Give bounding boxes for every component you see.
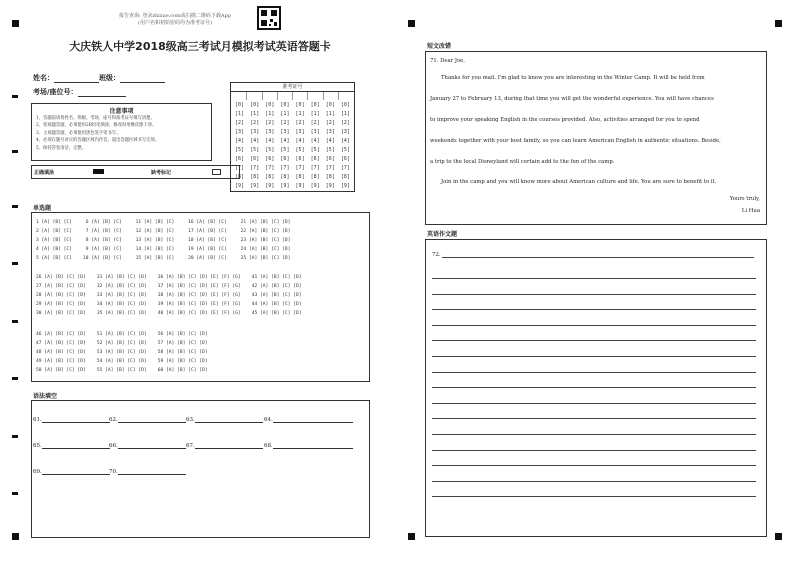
- qr-code-icon: [257, 6, 281, 30]
- exam-id-bubble[interactable]: [2]: [235, 120, 245, 126]
- letter-line[interactable]: January 27 to February 13, during that time you will get the wonderful experience. You will have chances: [430, 96, 714, 102]
- exam-id-bubble[interactable]: [7]: [295, 165, 305, 171]
- timing-mark: [12, 320, 18, 323]
- essay-line[interactable]: [432, 387, 756, 388]
- timing-mark: [12, 95, 18, 98]
- essay-line[interactable]: [432, 496, 756, 497]
- exam-id-bubble[interactable]: [2]: [265, 120, 275, 126]
- exam-id-column[interactable]: [308, 101, 323, 191]
- exam-id-bubble[interactable]: [8]: [340, 174, 350, 180]
- mcq-row[interactable]: 27 [A] [B] [C] [D] 32 [A] [B] [C] [D] 37 [A] [B] [C] [D] [E] [F] [G] 42 [A] [B] [C] [D]: [36, 284, 302, 289]
- timing-mark: [12, 205, 18, 208]
- exam-id-bubble[interactable]: [7]: [280, 165, 290, 171]
- grammar-blank-66[interactable]: 66.: [109, 443, 186, 449]
- mcq-row[interactable]: 50 [A] [B] [C] [D] 55 [A] [B] [C] [D] 60 [A] [B] [C] [D]: [36, 368, 208, 373]
- timing-mark: [12, 150, 18, 153]
- exam-id-bubble[interactable]: [1]: [295, 111, 305, 117]
- student-name-field[interactable]: [33, 73, 165, 83]
- missing-exam-label: 缺考标记: [151, 170, 172, 176]
- exam-id-bubble[interactable]: [8]: [325, 174, 335, 180]
- exam-id-column[interactable]: [232, 101, 247, 191]
- grammar-blank-64[interactable]: 64.: [264, 417, 353, 423]
- exam-id-bubble[interactable]: [5]: [265, 147, 275, 153]
- exam-id-bubble[interactable]: [3]: [295, 129, 305, 135]
- exam-id-bubble[interactable]: [4]: [310, 138, 320, 144]
- exam-id-bubble[interactable]: [0]: [325, 102, 335, 108]
- note-item: 3、主观题答题，必须使用黑色签字笔书写。: [36, 130, 121, 136]
- exam-id-entry-row[interactable]: [232, 92, 353, 100]
- exam-id-bubble[interactable]: [8]: [280, 174, 290, 180]
- exam-id-bubble[interactable]: [8]: [310, 174, 320, 180]
- letter-line[interactable]: Join in the camp and you will know more about American culture and life. You are sure to benefit to it.: [441, 179, 717, 185]
- exam-id-bubble[interactable]: [2]: [340, 120, 350, 126]
- exam-id-bubble[interactable]: [5]: [310, 147, 320, 153]
- exam-id-bubble[interactable]: [1]: [265, 111, 275, 117]
- essay-section-title: 英语作文题: [427, 231, 458, 238]
- exam-id-column[interactable]: [277, 101, 292, 191]
- header-note-1: 报告查询: 登录zhixue.com或扫描二维码下载App: [119, 13, 231, 19]
- letter-line[interactable]: weekends together with your host family, so you can learn American English in authentic situations. Beside,: [430, 138, 721, 144]
- notes-title: 注意事项: [109, 108, 134, 115]
- mcq-row[interactable]: 3 [A] [B] [C] 8 [A] [B] [C] 13 [A] [B] [C] 18 [A] [B] [C] 23 [A] [B] [C] [D]: [36, 238, 291, 243]
- note-item: 5、保持答卷清洁、完整。: [36, 145, 86, 151]
- exam-id-bubble[interactable]: [0]: [295, 102, 305, 108]
- exam-id-bubble[interactable]: [3]: [310, 129, 320, 135]
- letter-line[interactable]: a trip to the local Disneyland will certain add to the fun of the camp.: [430, 159, 615, 165]
- grammar-blank-61[interactable]: 61.: [33, 417, 110, 423]
- timing-mark: [12, 377, 18, 380]
- letter-greeting: 71. Dear Joe,: [430, 58, 465, 64]
- letter-line[interactable]: Thanks for you mail. I'm glad to know you are interesting in the Winter Camp. It will be held from: [441, 75, 705, 81]
- exam-id-bubble[interactable]: [5]: [295, 147, 305, 153]
- exam-id-bubble[interactable]: [0]: [310, 102, 320, 108]
- exam-id-bubble[interactable]: [5]: [235, 147, 245, 153]
- essay-line[interactable]: [432, 481, 756, 482]
- grammar-blank-67[interactable]: 67.: [186, 443, 263, 449]
- grammar-section-title: 语法填空: [33, 393, 58, 400]
- essay-line[interactable]: [432, 418, 756, 419]
- exam-id-bubble[interactable]: [6]: [325, 156, 335, 162]
- corner-mark-bottom-left: [12, 533, 19, 540]
- exam-id-bubble[interactable]: [1]: [235, 111, 245, 117]
- exam-id-bubble[interactable]: [4]: [265, 138, 275, 144]
- mcq-row[interactable]: 26 [A] [B] [C] [D] 31 [A] [B] [C] [D] 36 [A] [B] [C] [D] [E] [F] [G] 41 [A] [B] [C] [D]: [36, 275, 302, 280]
- timing-mark: [12, 435, 18, 438]
- essay-line[interactable]: [432, 340, 756, 341]
- class-label: 班级：: [99, 74, 120, 82]
- mcq-row[interactable]: 28 [A] [B] [C] [D] 33 [A] [B] [C] [D] 38 [A] [B] [C] [D] [E] [F] [G] 43 [A] [B] [C] [D]: [36, 293, 302, 298]
- exam-id-bubble[interactable]: [0]: [235, 102, 245, 108]
- mcq-section-title: 单选题: [33, 205, 52, 212]
- essay-line[interactable]: [432, 325, 756, 326]
- exam-id-bubble-grid[interactable]: [232, 101, 353, 191]
- exam-id-bubble[interactable]: [4]: [325, 138, 335, 144]
- exam-id-bubble[interactable]: [1]: [280, 111, 290, 117]
- mcq-row[interactable]: 47 [A] [B] [C] [D] 52 [A] [B] [C] [D] 57 [A] [B] [C] [D]: [36, 341, 208, 346]
- exam-id-bubble[interactable]: [1]: [250, 111, 260, 117]
- page-title: 大庆铁人中学2018级高三考试月模拟考试英语答题卡: [69, 40, 331, 53]
- exam-id-bubble[interactable]: [3]: [280, 129, 290, 135]
- exam-id-bubble[interactable]: [2]: [250, 120, 260, 126]
- exam-id-bubble[interactable]: [3]: [250, 129, 260, 135]
- exam-id-bubble[interactable]: [6]: [265, 156, 275, 162]
- grammar-blank-63[interactable]: 63.: [186, 417, 263, 423]
- exam-id-bubble[interactable]: [0]: [340, 102, 350, 108]
- exam-id-bubble[interactable]: [4]: [250, 138, 260, 144]
- exam-id-bubble[interactable]: [4]: [235, 138, 245, 144]
- exam-id-bubble[interactable]: [6]: [250, 156, 260, 162]
- exam-id-bubble[interactable]: [8]: [265, 174, 275, 180]
- exam-id-bubble[interactable]: [9]: [295, 183, 305, 189]
- corner-mark-mid-bottom: [408, 533, 415, 540]
- exam-id-bubble[interactable]: [4]: [280, 138, 290, 144]
- exam-id-bubble[interactable]: [6]: [295, 156, 305, 162]
- note-item: 2、客观题答题，必须使用2B铅笔填涂，修改时用橡皮擦干净。: [36, 123, 157, 129]
- mcq-row[interactable]: 30 [A] [B] [C] [D] 35 [A] [B] [C] [D] 40 [A] [B] [C] [D] [E] [F] [G] 45 [A] [B] [C] [D]: [36, 311, 302, 316]
- timing-mark: [12, 262, 18, 265]
- exam-id-bubble[interactable]: [5]: [340, 147, 350, 153]
- exam-id-bubble[interactable]: [8]: [295, 174, 305, 180]
- exam-id-bubble[interactable]: [9]: [325, 183, 335, 189]
- exam-id-column[interactable]: [323, 101, 338, 191]
- corner-mark-bottom-right: [775, 533, 782, 540]
- exam-id-bubble[interactable]: [6]: [235, 156, 245, 162]
- exam-id-bubble[interactable]: [9]: [235, 183, 245, 189]
- grammar-blank-70[interactable]: 70.: [109, 469, 186, 475]
- header-note-2: (用户名和初始密码均为准考证号): [138, 20, 212, 26]
- exam-id-bubble[interactable]: [3]: [235, 129, 245, 135]
- exam-id-column[interactable]: [338, 101, 353, 191]
- correct-fill-sample: [93, 169, 104, 174]
- timing-mark: [12, 492, 18, 495]
- mcq-row[interactable]: 49 [A] [B] [C] [D] 54 [A] [B] [C] [D] 59 [A] [B] [C] [D]: [36, 359, 208, 364]
- letter-signature: Li Hua: [741, 208, 760, 214]
- exam-id-column[interactable]: [293, 101, 308, 191]
- essay-number: 72.: [432, 252, 441, 258]
- essay-line[interactable]: [432, 356, 756, 357]
- exam-id-bubble[interactable]: [2]: [310, 120, 320, 126]
- essay-line[interactable]: [442, 257, 754, 258]
- exam-id-bubble[interactable]: [3]: [325, 129, 335, 135]
- exam-id-bubble[interactable]: [7]: [250, 165, 260, 171]
- mcq-block-1[interactable]: [36, 218, 290, 263]
- exam-id-bubble[interactable]: [9]: [280, 183, 290, 189]
- grammar-blank-62[interactable]: 62.: [109, 417, 186, 423]
- exam-id-column[interactable]: [262, 101, 277, 191]
- mcq-row[interactable]: 5 [A] [B] [C] 10 [A] [B] [C] 15 [A] [B] [C] 20 [A] [B] [C] 25 [A] [B] [C] [D]: [36, 256, 291, 261]
- exam-id-bubble[interactable]: [6]: [280, 156, 290, 162]
- exam-id-bubble[interactable]: [5]: [325, 147, 335, 153]
- exam-id-bubble[interactable]: [8]: [235, 174, 245, 180]
- exam-id-bubble[interactable]: [9]: [340, 183, 350, 189]
- exam-id-bubble[interactable]: [9]: [310, 183, 320, 189]
- mcq-row[interactable]: 29 [A] [B] [C] [D] 34 [A] [B] [C] [D] 39 [A] [B] [C] [D] [E] [F] [G] 44 [A] [B] [C] [D]: [36, 302, 302, 307]
- letter-line[interactable]: to improve your speaking English in the courses provided. Also, activities arranged for you to spend: [430, 117, 700, 123]
- essay-line[interactable]: [432, 278, 756, 279]
- room-seat-label: 考场/座位号：: [33, 88, 78, 96]
- grammar-blank-65[interactable]: 65.: [33, 443, 110, 449]
- exam-id-bubble[interactable]: [3]: [340, 129, 350, 135]
- exam-id-bubble[interactable]: [7]: [310, 165, 320, 171]
- correct-fill-label: 正确填涂: [34, 170, 55, 176]
- essay-line[interactable]: [432, 294, 756, 295]
- exam-id-bubble[interactable]: [7]: [265, 165, 275, 171]
- exam-id-bubble[interactable]: [0]: [280, 102, 290, 108]
- exam-id-bubble[interactable]: [2]: [325, 120, 335, 126]
- exam-id-bubble[interactable]: [5]: [280, 147, 290, 153]
- exam-id-bubble[interactable]: [5]: [250, 147, 260, 153]
- exam-id-bubble[interactable]: [1]: [325, 111, 335, 117]
- fill-example-box: [31, 165, 240, 179]
- exam-id-bubble[interactable]: [2]: [295, 120, 305, 126]
- exam-id-bubble[interactable]: [9]: [250, 183, 260, 189]
- name-label: 姓名：: [33, 74, 54, 82]
- exam-id-bubble[interactable]: [6]: [310, 156, 320, 162]
- grammar-blank-69[interactable]: 69.: [33, 469, 110, 475]
- exam-id-bubble[interactable]: [9]: [265, 183, 275, 189]
- grammar-blank-68[interactable]: 68.: [264, 443, 353, 449]
- letter-closing: Yours truly,: [729, 196, 760, 202]
- exam-id-bubble[interactable]: [4]: [340, 138, 350, 144]
- correction-section-title: 短文改错: [427, 43, 452, 50]
- essay-line[interactable]: [432, 403, 756, 404]
- mcq-row[interactable]: 4 [A] [B] [C] 9 [A] [B] [C] 14 [A] [B] [C] 19 [A] [B] [C] 24 [A] [B] [C] [D]: [36, 247, 291, 252]
- exam-id-bubble[interactable]: [0]: [250, 102, 260, 108]
- exam-id-label: 准考证号: [230, 83, 355, 92]
- mcq-row[interactable]: 46 [A] [B] [C] [D] 51 [A] [B] [C] [D] 56 [A] [B] [C] [D]: [36, 332, 208, 337]
- exam-id-bubble[interactable]: [7]: [340, 165, 350, 171]
- mcq-row[interactable]: 48 [A] [B] [C] [D] 53 [A] [B] [C] [D] 58 [A] [B] [C] [D]: [36, 350, 208, 355]
- exam-id-bubble[interactable]: [3]: [265, 129, 275, 135]
- exam-id-bubble[interactable]: [2]: [280, 120, 290, 126]
- exam-id-bubble[interactable]: [4]: [295, 138, 305, 144]
- exam-id-bubble[interactable]: [6]: [340, 156, 350, 162]
- note-item: 1、答题前请将姓名、班级、考场、座号和准考证号填写清楚。: [36, 116, 155, 121]
- note-item: 4、必须在题号对应的答题区域内作答，超出答题区域书写无效。: [36, 138, 160, 144]
- exam-id-bubble[interactable]: [7]: [235, 165, 245, 171]
- mcq-block-2[interactable]: [36, 273, 302, 318]
- exam-room-seat-field[interactable]: [33, 87, 126, 97]
- exam-id-bubble[interactable]: [7]: [325, 165, 335, 171]
- corner-mark-top-right: [775, 20, 782, 27]
- essay-line[interactable]: [432, 434, 756, 435]
- corner-mark-mid-top: [408, 20, 415, 27]
- essay-line[interactable]: [432, 372, 756, 373]
- missing-exam-checkbox[interactable]: [212, 169, 221, 175]
- essay-line[interactable]: [432, 309, 756, 310]
- essay-line[interactable]: [432, 465, 756, 466]
- exam-id-bubble[interactable]: [0]: [265, 102, 275, 108]
- mcq-row[interactable]: 1 [A] [B] [C] 6 [A] [B] [C] 11 [A] [B] [C] 16 [A] [B] [C] 21 [A] [B] [C] [D]: [36, 220, 291, 225]
- exam-id-bubble[interactable]: [1]: [340, 111, 350, 117]
- notes-list: [36, 115, 159, 152]
- corner-mark-top-left: [12, 20, 19, 27]
- exam-id-column[interactable]: [247, 101, 262, 191]
- mcq-row[interactable]: 2 [A] [B] [C] 7 [A] [B] [C] 12 [A] [B] [C] 17 [A] [B] [C] 22 [A] [B] [C] [D]: [36, 229, 291, 234]
- exam-id-bubble[interactable]: [8]: [250, 174, 260, 180]
- mcq-block-3[interactable]: [36, 330, 207, 375]
- exam-id-bubble[interactable]: [1]: [310, 111, 320, 117]
- essay-line[interactable]: [432, 450, 756, 451]
